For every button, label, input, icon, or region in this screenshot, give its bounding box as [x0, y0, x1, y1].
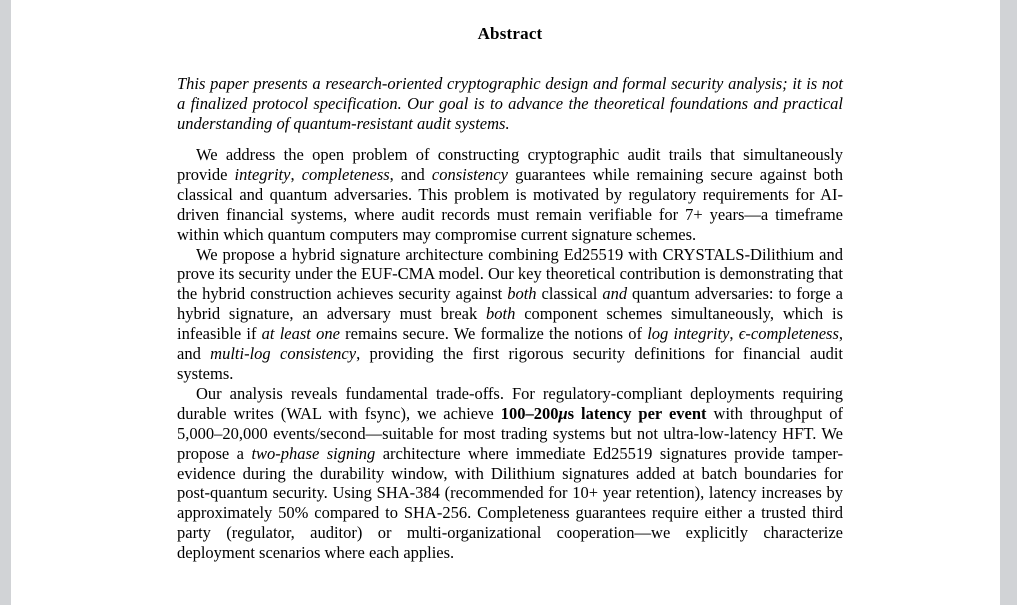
text-run: both [507, 284, 537, 304]
text-run: s latency per event [567, 403, 707, 423]
text-run: , providing the first rigorous security definitions for financial audit systems. [177, 344, 843, 383]
text-run: with throughput of 5,000–20,000 events/second—suitable for most trading systems but not ultra-low-latency HFT. We propose a [177, 403, 844, 463]
text-run: consistency [431, 164, 508, 184]
text-run: , and [177, 324, 844, 364]
paper-page [11, 0, 1000, 610]
text-run: integrity [234, 164, 291, 184]
text-run: , [290, 164, 302, 184]
text-run: μ [558, 403, 568, 423]
text-run: and [602, 284, 628, 304]
text-run: component schemes simultaneously, which is infeasible if [177, 304, 843, 344]
text-run: two-phase signing [251, 443, 376, 463]
abstract-paragraph-3 [177, 384, 843, 563]
text-run: multi-log consistency [210, 344, 357, 364]
viewer-background-right [1000, 0, 1017, 605]
text-run: architecture where immediate Ed25519 signatures provide tamper-evidence during the durability window, with Dilithium signatures added at batch boundaries for post-quantum security. Using SHA-384 (recommended for 10+ year retention), latency increases by approximately 50% compared to SHA-256. Completeness guarantees require either a trusted third party (regulator, auditor) or multi-organizational cooperation—we explicitly characterize deployment scenarios where each applies. [177, 443, 843, 563]
text-run: quantum adversaries: to forge a hybrid signature, an adversary must break [177, 284, 844, 324]
text-run: guarantees while remaining secure against both classical and quantum adversaries. This problem is motivated by regulatory requirements for AI-driven financial systems, where audit records must remain verifiable for 7+ years—a timeframe within which quantum computers may compromise current signature schemes. [177, 164, 843, 244]
text-run: classical [536, 284, 603, 304]
abstract-paragraph-2 [177, 245, 843, 384]
abstract-section [177, 24, 843, 563]
text-run: Our analysis reveals fundamental trade-offs. For regulatory-compliant deployments requiring durable writes (WAL with fsync), we achieve [177, 383, 843, 423]
abstract-scope-note [177, 74, 843, 134]
text-run: remains secure. We formalize the notions of [339, 324, 648, 344]
text-run: We propose a hybrid signature architecture combining Ed25519 with CRYSTALS-Dilithium and prove its security under the EUF-CMA model. Our key theoretical contribution is demonstrating that the hybrid construction achieves security against [177, 244, 843, 304]
text-run: log integrity [647, 324, 730, 344]
text-run: This paper presents a research-oriented cryptographic design and formal security analysis; it is not a finalized protocol specification. Our goal is to advance the theoretical foundations and practical understanding of quantum-resistant audit systems. [177, 74, 843, 133]
text-run: both [486, 304, 516, 324]
text-run: at least one [261, 324, 340, 344]
viewer-background-left [0, 0, 11, 605]
abstract-heading: Abstract [477, 24, 543, 43]
text-run: , [729, 324, 739, 344]
abstract-paragraph-1 [177, 145, 843, 245]
text-run: completeness [301, 164, 390, 184]
text-run: , and [389, 164, 432, 184]
text-run: We address the open problem of constructing cryptographic audit trails that simultaneously provide [177, 145, 843, 184]
text-run: 100–200 [500, 403, 559, 423]
text-run: ϵ-completeness [738, 324, 839, 344]
